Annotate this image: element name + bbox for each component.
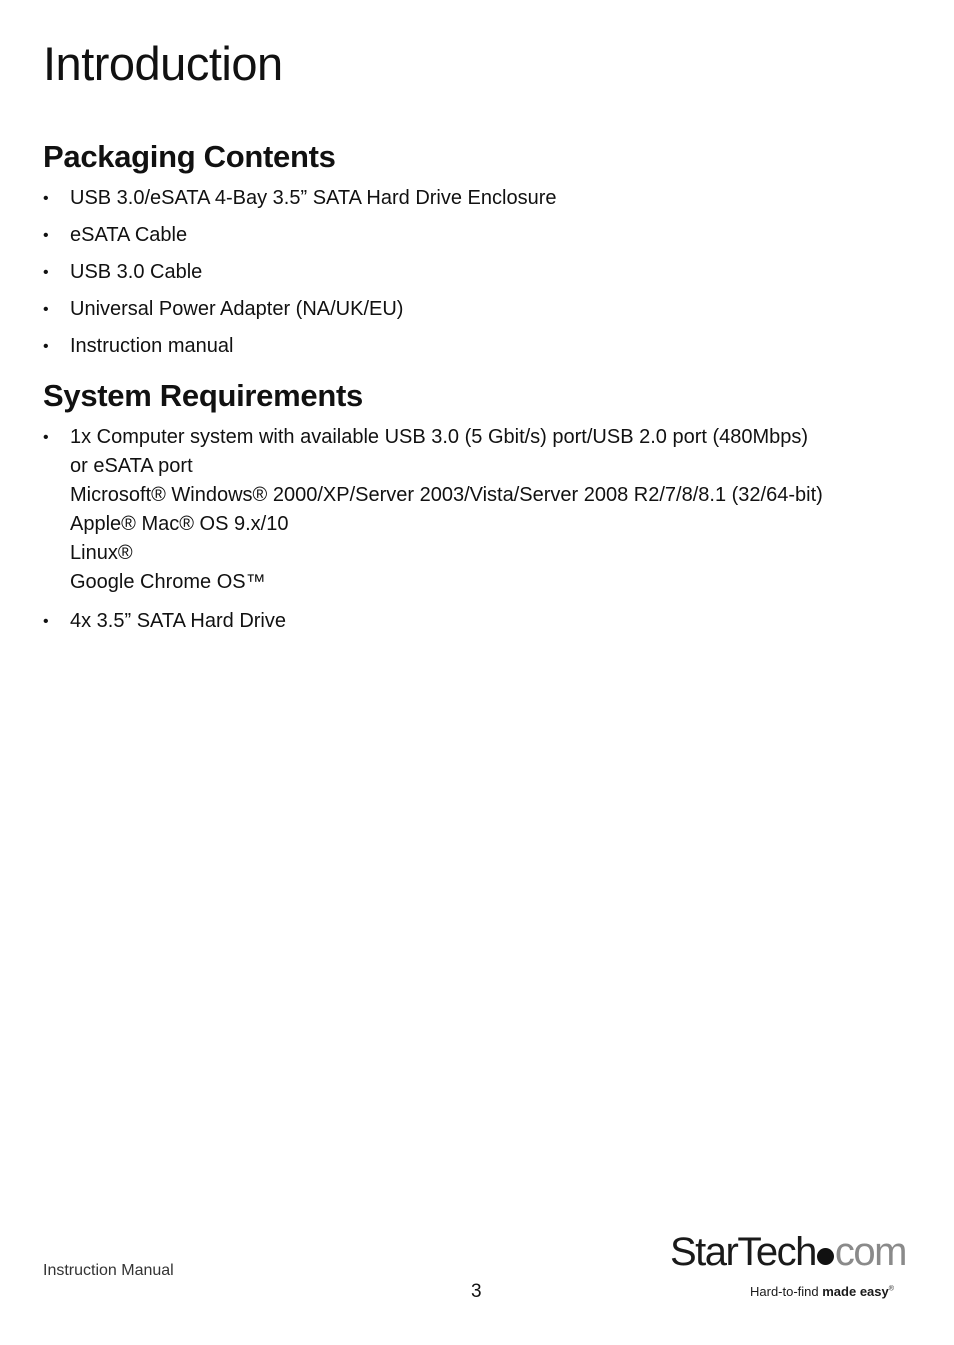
tagline-bold: made easy (822, 1284, 889, 1299)
system-requirements-heading: System Requirements (43, 378, 363, 413)
requirement-line: 4x 3.5” SATA Hard Drive (70, 610, 286, 632)
requirement-line: Google Chrome OS™ (70, 571, 266, 593)
bullet-icon: • (43, 264, 49, 281)
bullet-icon: • (43, 613, 49, 630)
list-item (43, 258, 923, 287)
system-requirements-list (43, 423, 923, 646)
list-item (43, 184, 923, 213)
dot-icon (817, 1248, 834, 1265)
packaging-contents-list (43, 184, 923, 369)
logo-tagline (750, 1284, 894, 1299)
logo-word-suffix: com (834, 1230, 906, 1274)
bullet-icon: • (43, 190, 49, 207)
list-item (43, 332, 923, 361)
tagline-regular: Hard-to-find (750, 1284, 823, 1299)
requirement-line: Apple® Mac® OS 9.x/10 (70, 513, 289, 535)
list-item-text: Universal Power Adapter (NA/UK/EU) (70, 298, 404, 320)
bullet-icon: • (43, 227, 49, 244)
registered-mark: ® (888, 1285, 894, 1293)
list-item (43, 423, 923, 597)
list-item-text: eSATA Cable (70, 224, 188, 246)
list-item-text: USB 3.0/eSATA 4-Bay 3.5” SATA Hard Drive Enclosure (70, 187, 557, 209)
list-item-text: Instruction manual (70, 335, 234, 357)
page-number: 3 (471, 1281, 482, 1302)
requirement-line: or eSATA port (70, 455, 193, 477)
page-title: Introduction (43, 37, 283, 90)
list-item-text: USB 3.0 Cable (70, 261, 203, 283)
requirement-line: 1x Computer system with available USB 3.0 (5 Gbit/s) port/USB 2.0 port (480Mbps) (70, 426, 809, 448)
list-item (43, 607, 923, 636)
bullet-icon: • (43, 429, 49, 446)
footer-document-label: Instruction Manual (43, 1262, 174, 1279)
logo-word-main: StarTech (670, 1230, 816, 1274)
bullet-icon: • (43, 301, 49, 318)
startech-logo (670, 1228, 915, 1308)
bullet-icon: • (43, 338, 49, 355)
packaging-contents-heading: Packaging Contents (43, 139, 336, 174)
list-item (43, 295, 923, 324)
list-item (43, 221, 923, 250)
logo-wordmark (670, 1228, 906, 1276)
requirement-line: Microsoft® Windows® 2000/XP/Server 2003/Vista/Server 2008 R2/7/8/8.1 (32/64-bit) (70, 484, 823, 506)
requirement-line: Linux® (70, 542, 133, 564)
